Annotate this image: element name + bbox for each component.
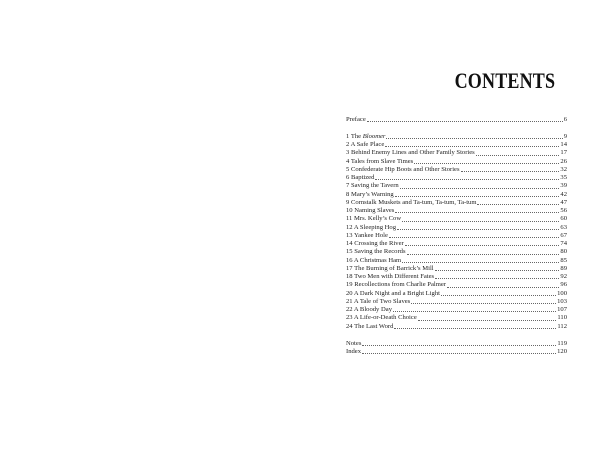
page-number: 35	[560, 174, 567, 181]
chapter-title: The	[350, 132, 363, 140]
dot-leader	[397, 224, 559, 230]
chapter-entry	[346, 281, 567, 289]
page-number: 60	[560, 215, 567, 223]
chapter-title: A Tale of Two Slaves	[353, 297, 411, 305]
entry-label	[346, 240, 404, 248]
chapter-number: 11	[346, 215, 353, 223]
entry-label	[346, 232, 388, 240]
entry-label	[346, 191, 394, 199]
chapter-title: Mary’s Warning	[350, 190, 394, 198]
page-number: 120	[557, 348, 567, 355]
page-number: 47	[560, 198, 567, 206]
dot-leader	[461, 166, 560, 172]
chapter-entry	[346, 141, 567, 149]
page-number: 6	[563, 116, 567, 123]
entry-label	[346, 116, 366, 124]
entry-label	[346, 298, 410, 306]
page-number: 80	[560, 248, 567, 256]
page-number: 14	[560, 141, 567, 148]
entry-label	[346, 323, 393, 331]
chapter-entry	[346, 273, 567, 281]
chapter-title: A Bloody Day	[353, 306, 392, 313]
chapter-number: 23	[346, 314, 353, 322]
chapter-title: Naming Slaves	[354, 207, 395, 214]
chapter-title: A Dark Night and a Bright Light	[353, 289, 440, 297]
chapter-entry	[346, 191, 567, 199]
entry-label	[346, 174, 374, 182]
chapter-title: A Sleeping Hog	[353, 223, 397, 231]
chapter-title: The Last Word	[354, 322, 394, 330]
chapter-number: 13	[346, 231, 353, 239]
entry-label	[346, 182, 399, 190]
page-number: 32	[560, 165, 567, 173]
page-number: 85	[560, 256, 567, 264]
chapter-number: 20	[346, 289, 353, 297]
chapter-entry	[346, 240, 567, 248]
dot-leader	[435, 273, 559, 279]
chapter-entry	[346, 166, 567, 174]
toc-entry-index	[346, 348, 567, 356]
chapter-title: Recollections from Charlie Palmer	[354, 281, 446, 289]
dot-leader	[405, 240, 560, 246]
chapter-entry	[346, 182, 567, 190]
chapter-title: Saving the Tavern	[350, 182, 399, 190]
section-gap	[346, 124, 567, 133]
dot-leader	[400, 183, 560, 189]
chapter-title: The Burning of Barrick’s Mill	[354, 264, 434, 272]
entry-label	[346, 199, 476, 207]
dot-leader	[386, 133, 562, 139]
chapter-entry	[346, 314, 567, 322]
chapter-title-italic: Bloomer	[362, 132, 386, 140]
dot-leader	[476, 150, 560, 156]
dot-leader	[375, 174, 559, 180]
chapter-number: 16	[346, 256, 353, 264]
chapter-title: Mrs. Kelly’s Cow	[354, 215, 402, 223]
chapter-title: Two Men with Different Fates	[354, 273, 435, 280]
chapter-number: 1	[346, 132, 350, 140]
chapter-title: Tales from Slave Times	[350, 157, 414, 165]
chapter-number: 2	[346, 141, 350, 148]
dot-leader	[418, 315, 557, 321]
dot-leader	[395, 191, 560, 197]
dot-leader	[393, 306, 556, 312]
chapter-number: 4	[346, 157, 350, 165]
section-gap	[346, 331, 567, 340]
entry-label	[346, 348, 361, 356]
chapter-number: 5	[346, 165, 350, 173]
chapter-number: 14	[346, 240, 353, 247]
chapter-entry	[346, 215, 567, 223]
page-number: 17	[560, 149, 567, 157]
toc-entry-notes	[346, 340, 567, 348]
dot-leader	[407, 249, 560, 255]
chapter-number: 9	[346, 198, 350, 206]
chapter-title: Crossing the River	[354, 240, 404, 247]
chapter-number: 24	[346, 322, 353, 330]
entry-label	[346, 281, 446, 289]
dot-leader	[394, 323, 556, 329]
dot-leader	[395, 207, 559, 213]
entry-label	[346, 290, 440, 298]
entry-label	[346, 257, 401, 265]
chapter-entry	[346, 248, 567, 256]
dot-leader	[362, 348, 556, 354]
chapter-entry	[346, 207, 567, 215]
entry-label	[346, 141, 384, 149]
table-of-contents	[346, 116, 567, 356]
page-number: 9	[563, 132, 567, 140]
chapter-title: A Christmas Ham	[353, 256, 402, 264]
entry-label	[346, 314, 417, 322]
chapter-list	[346, 133, 567, 331]
chapter-entry	[346, 199, 567, 207]
dot-leader	[447, 282, 559, 288]
entry-label	[346, 149, 475, 157]
chapter-entry	[346, 306, 567, 314]
chapter-entry	[346, 290, 567, 298]
chapter-number: 10	[346, 207, 353, 214]
chapter-title: Behind Enemy Lines and Other Family Stories	[350, 149, 475, 157]
front-matter-list	[346, 116, 567, 124]
dot-leader	[402, 257, 559, 263]
page-number: 96	[560, 281, 567, 289]
chapter-number: 3	[346, 149, 350, 157]
chapter-entry	[346, 257, 567, 265]
entry-label	[346, 306, 392, 314]
page-number: 67	[560, 231, 567, 239]
dot-leader	[362, 340, 556, 346]
page-number: 103	[557, 297, 567, 305]
entry-title: Index	[346, 348, 362, 355]
page-number: 92	[560, 273, 567, 280]
chapter-entry	[346, 265, 567, 273]
page-number: 112	[557, 322, 567, 330]
entry-title: Notes	[346, 339, 362, 347]
entry-label	[346, 224, 396, 232]
chapter-entry	[346, 149, 567, 157]
entry-label	[346, 273, 434, 281]
page-number: 39	[560, 182, 567, 190]
chapter-number: 7	[346, 182, 350, 190]
entry-label	[346, 248, 406, 256]
entry-label	[346, 133, 385, 141]
dot-leader	[435, 265, 560, 271]
chapter-number: 19	[346, 281, 353, 289]
chapter-number: 6	[346, 174, 350, 181]
chapter-title: Cornstalk Muskets and Ta-tum, Ta-tum, Ta-tum	[350, 198, 477, 206]
page-number: 26	[560, 157, 567, 165]
chapter-number: 18	[346, 273, 353, 280]
chapter-entry	[346, 158, 567, 166]
page-number: 74	[560, 240, 567, 247]
dot-leader	[402, 216, 559, 222]
chapter-title: Saving the Records	[354, 248, 406, 256]
page-number: 119	[557, 339, 567, 347]
page-number: 110	[557, 314, 567, 322]
dot-leader	[411, 298, 556, 304]
entry-label	[346, 265, 434, 273]
page-number: 107	[557, 306, 567, 313]
chapter-entry	[346, 323, 567, 331]
dot-leader	[389, 232, 559, 238]
chapter-number: 22	[346, 306, 353, 313]
entry-label	[346, 207, 394, 215]
dot-leader	[441, 290, 556, 296]
toc-entry-preface	[346, 116, 567, 124]
chapter-entry	[346, 224, 567, 232]
entry-label	[346, 158, 413, 166]
entry-label	[346, 166, 460, 174]
page-number: 89	[560, 264, 567, 272]
chapter-number: 17	[346, 264, 353, 272]
dot-leader	[385, 141, 559, 147]
chapter-number: 12	[346, 223, 353, 231]
back-matter-list	[346, 340, 567, 357]
dot-leader	[477, 199, 559, 205]
chapter-number: 15	[346, 248, 353, 256]
chapter-entry	[346, 174, 567, 182]
chapter-entry	[346, 298, 567, 306]
page-number: 42	[560, 190, 567, 198]
page-number: 56	[560, 207, 567, 214]
chapter-entry	[346, 133, 567, 141]
chapter-title: A Safe Place	[350, 141, 385, 148]
chapter-entry	[346, 232, 567, 240]
chapter-title: Baptized	[350, 174, 375, 181]
chapter-number: 8	[346, 190, 350, 198]
contents-heading: CONTENTS	[454, 68, 556, 93]
chapter-title: A Life-or-Death Choice	[353, 314, 417, 322]
chapter-title: Confederate Hip Boots and Other Stories	[350, 165, 460, 173]
dot-leader	[367, 116, 563, 122]
chapter-number: 21	[346, 297, 353, 305]
page-number: 63	[560, 223, 567, 231]
entry-title: Preface	[346, 116, 366, 123]
entry-label	[346, 340, 361, 348]
page-number: 100	[557, 289, 567, 297]
dot-leader	[414, 158, 559, 164]
entry-label	[346, 215, 401, 223]
chapter-title: Yankee Hole	[354, 231, 388, 239]
